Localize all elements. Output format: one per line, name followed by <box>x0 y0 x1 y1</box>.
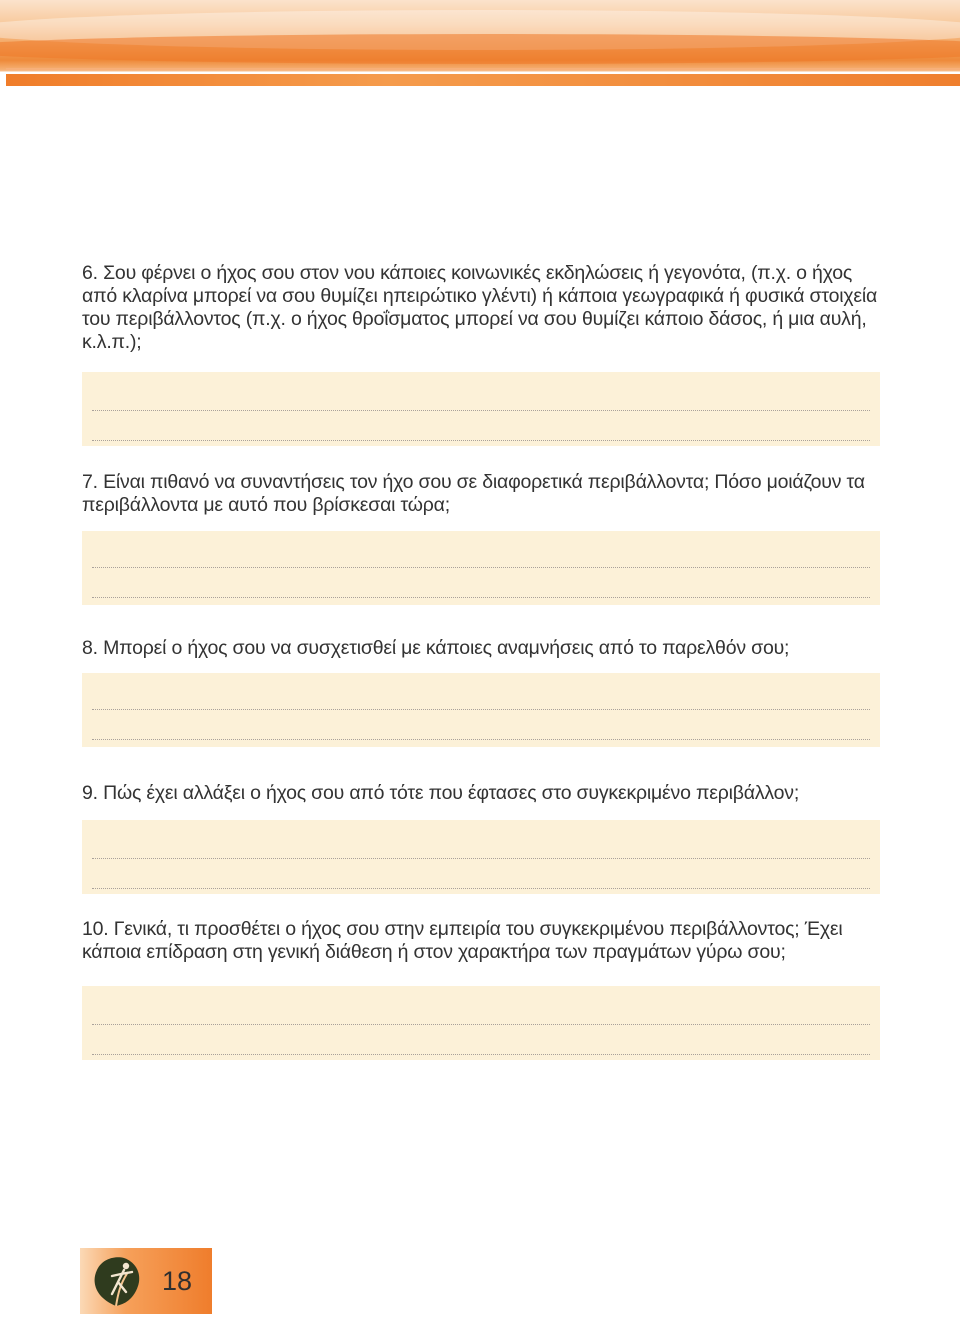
leaf-figure-logo-icon <box>88 1254 144 1308</box>
page-number-tab <box>80 1248 212 1314</box>
question-7: 7. Είναι πιθανό να συναντήσεις τον ήχο σου σε διαφορετικά περιβάλλοντα; Πόσο μοιάζουν τα περιβάλλοντα με αυτό που βρίσκεσαι τώρα; <box>82 471 865 516</box>
answer-line <box>92 709 870 710</box>
answer-line <box>92 597 870 598</box>
answer-line <box>92 1054 870 1055</box>
answer-line <box>92 739 870 740</box>
banner-wave-dark <box>0 34 960 64</box>
question-6: 6. Σου φέρνει ο ήχος σου στον νου κάποιες κοινωνικές εκδηλώσεις ή γεγονότα, (π.χ. ο ήχος από κλαρίνα μπορεί να σου θυμίζει ηπειρώτικο γλέντι) ή κάποια γεωγραφικά ή φυσικά στοιχεία του περιβάλλοντος (π.χ. ο ήχος θροΐσματος μπορεί να σου θυμίζει κάποιο δάσος, ή μια αυλή, κ.λ.π.); <box>82 262 878 353</box>
top-banner <box>0 0 960 86</box>
answer-box-10[interactable] <box>82 986 880 1060</box>
answer-line <box>92 888 870 889</box>
answer-line <box>92 440 870 441</box>
answer-line <box>92 1024 870 1025</box>
question-10: 10. Γενικά, τι προσθέτει ο ήχος σου στην εμπειρία του συγκεκριμένου περιβάλλοντος; Έχει κάποια επίδραση στη γενική διάθεση ή στον χαρακτήρα των πραγμάτων γύρω σου; <box>82 918 843 963</box>
answer-box-9[interactable] <box>82 820 880 894</box>
question-8: 8. Μπορεί ο ήχος σου να συσχετισθεί με κάποιες αναμνήσεις από το παρελθόν σου; <box>82 637 790 659</box>
answer-line <box>92 410 870 411</box>
answer-box-7[interactable] <box>82 531 880 605</box>
answer-box-6[interactable] <box>82 372 880 446</box>
page-number: 18 <box>162 1266 193 1296</box>
answer-box-8[interactable] <box>82 673 880 747</box>
question-9: 9. Πώς έχει αλλάξει ο ήχος σου από τότε που έφτασες στο συγκεκριμένο περιβάλλον; <box>82 782 800 804</box>
banner-stripe <box>6 74 960 86</box>
answer-line <box>92 567 870 568</box>
answer-line <box>92 858 870 859</box>
banner-line <box>6 68 960 70</box>
